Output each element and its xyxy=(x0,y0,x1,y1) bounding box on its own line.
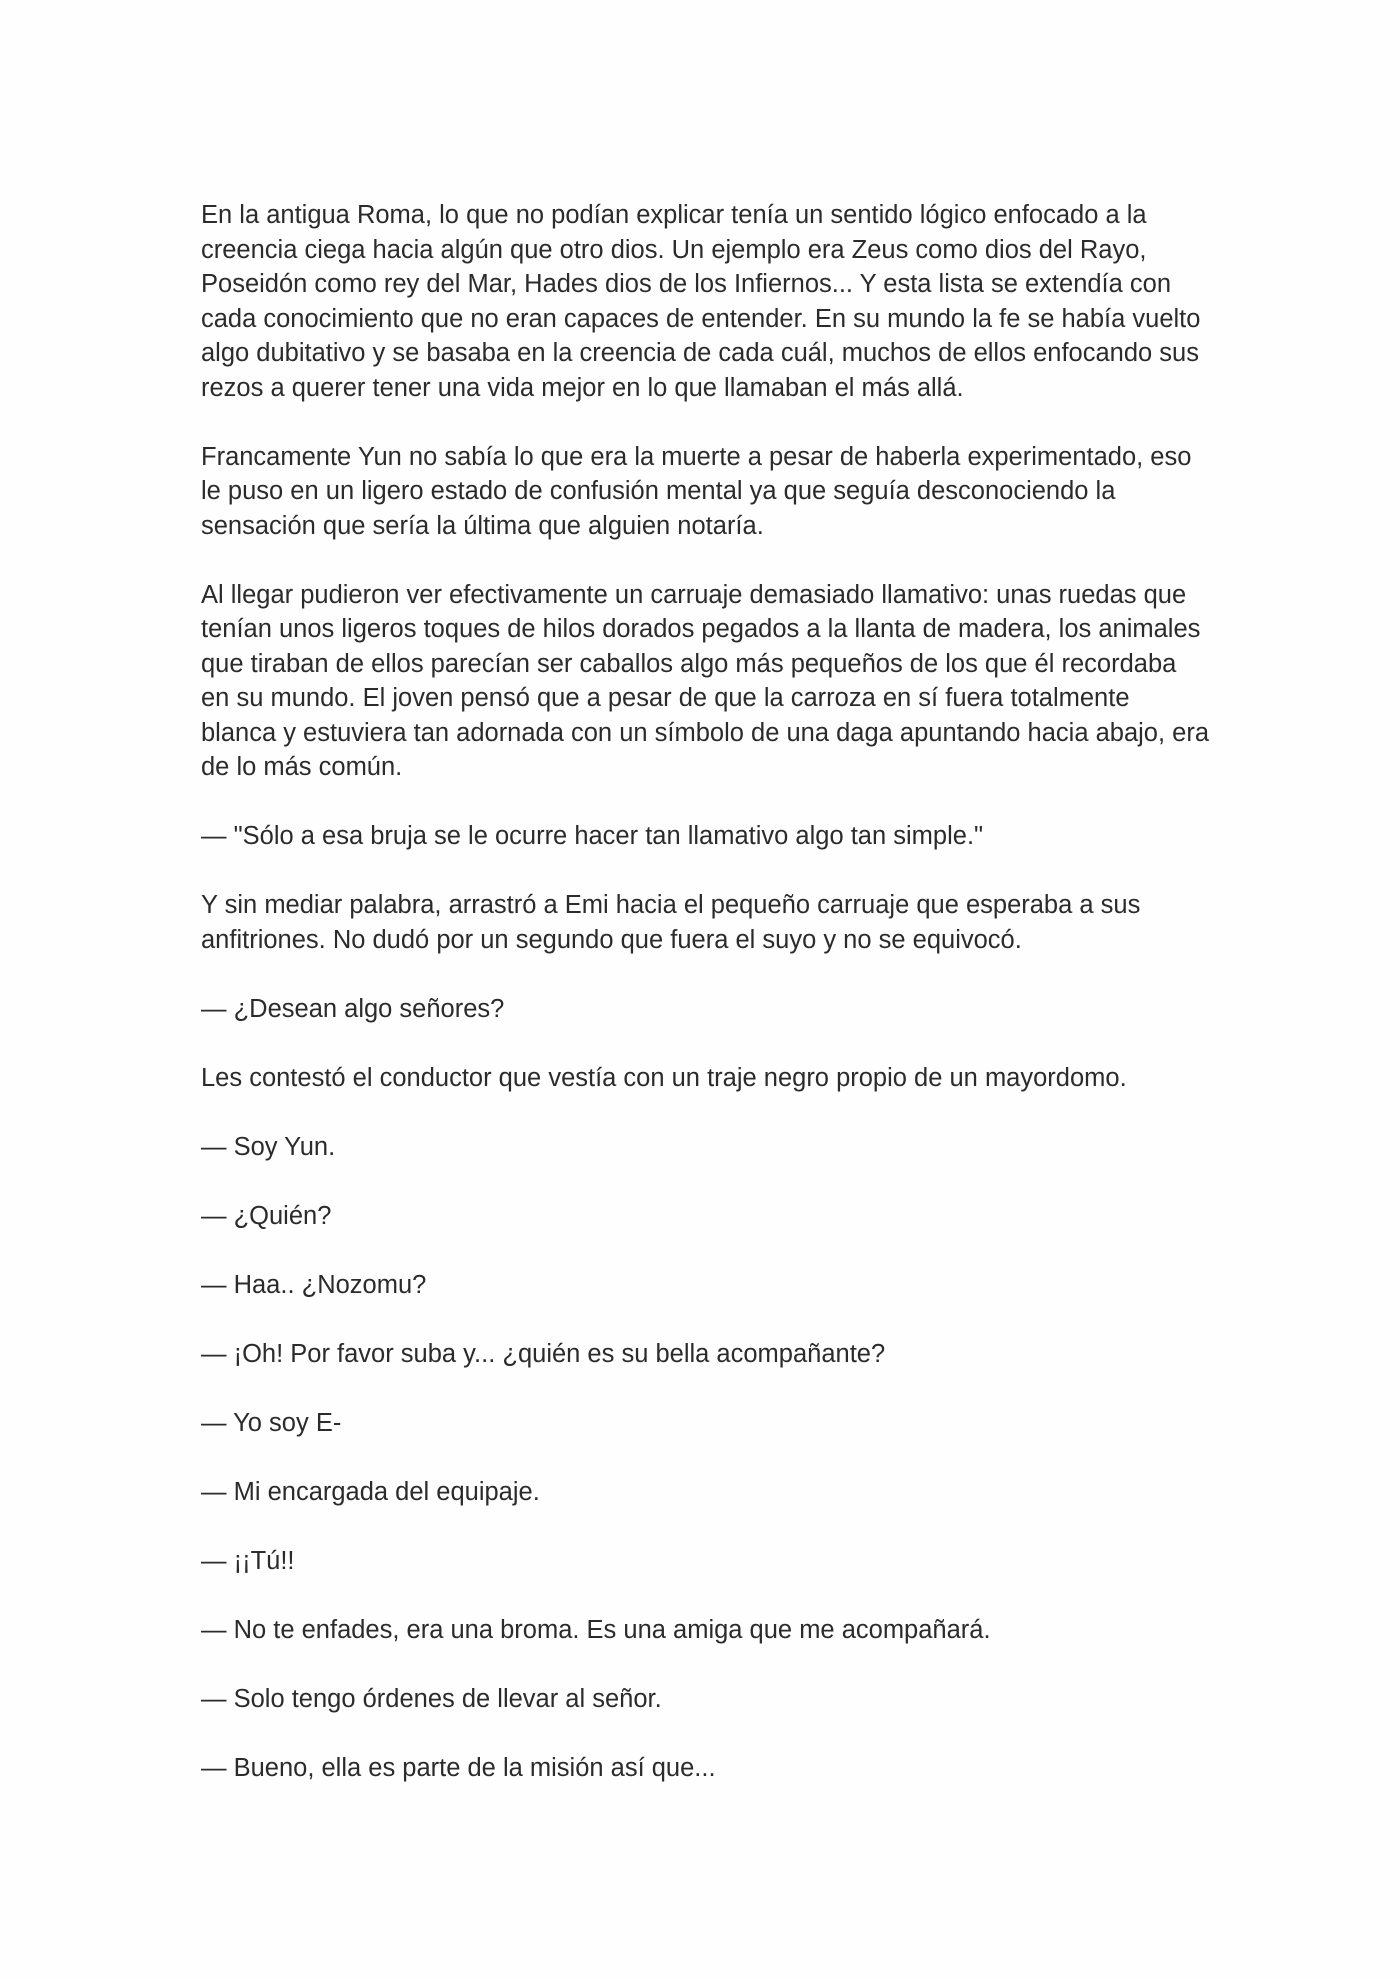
dialogue-line: — Bueno, ella es parte de la misión así que... xyxy=(201,1753,716,1782)
dialogue-line: — ¡¡Tú!! xyxy=(201,1546,295,1575)
dialogue-line: — Yo soy E- xyxy=(201,1408,342,1437)
paragraph: En la antigua Roma, lo que no podían explicar tenía un sentido lógico enfocado a la creencia ciega hacia algún que otro dios. Un ejemplo era Zeus como dios del Rayo, Poseidón como rey del Mar, Hades dios de los Infiernos... Y esta lista se extendía con cada conocimiento que no eran capaces de entender. En su mundo la fe se había vuelto algo dubitativo y se basaba en la creencia de cada cuál, muchos de ellos enfocando sus rezos a querer tener una vida mejor en lo que llamaban el más allá. xyxy=(201,201,1201,402)
dialogue-line: — Mi encargada del equipaje. xyxy=(201,1477,540,1506)
dialogue-line: — ¿Desean algo señores? xyxy=(201,994,505,1023)
paragraph: Y sin mediar palabra, arrastró a Emi hacia el pequeño carruaje que esperaba a sus anfitriones. No dudó por un segundo que fuera el suyo y no se equivocó. xyxy=(201,891,1141,954)
dialogue-line: — Solo tengo órdenes de llevar al señor. xyxy=(201,1684,662,1713)
document-body xyxy=(201,198,1211,1785)
dialogue-line: — ¿Quién? xyxy=(201,1201,332,1230)
dialogue-line: — "Sólo a esa bruja se le ocurre hacer tan llamativo algo tan simple." xyxy=(201,822,984,850)
dialogue-line: — No te enfades, era una broma. Es una amiga que me acompañará. xyxy=(201,1615,991,1644)
paragraph: Francamente Yun no sabía lo que era la muerte a pesar de haberla experimentado, eso le puso en un ligero estado de confusión mental ya que seguía desconociendo la sensación que sería la última que alguien notaría. xyxy=(201,442,1192,540)
paragraph: Les contestó el conductor que vestía con un traje negro propio de un mayordomo. xyxy=(201,1063,1127,1092)
dialogue-line: — ¡Oh! Por favor suba y... ¿quién es su bella acompañante? xyxy=(201,1339,886,1368)
dialogue-line: — Haa.. ¿Nozomu? xyxy=(201,1270,427,1299)
dialogue-line: — Soy Yun. xyxy=(201,1132,336,1161)
paragraph: Al llegar pudieron ver efectivamente un carruaje demasiado llamativo: unas ruedas que tenían unos ligeros toques de hilos dorados pegados a la llanta de madera, los animales que tiraban de ellos parecían ser caballos algo más pequeños de los que él recordaba en su mundo. El joven pensó que a pesar de que la carroza en sí fuera totalmente blanca y estuviera tan adornada con un símbolo de una daga apuntando hacia abajo, era de lo más común. xyxy=(201,580,1209,781)
